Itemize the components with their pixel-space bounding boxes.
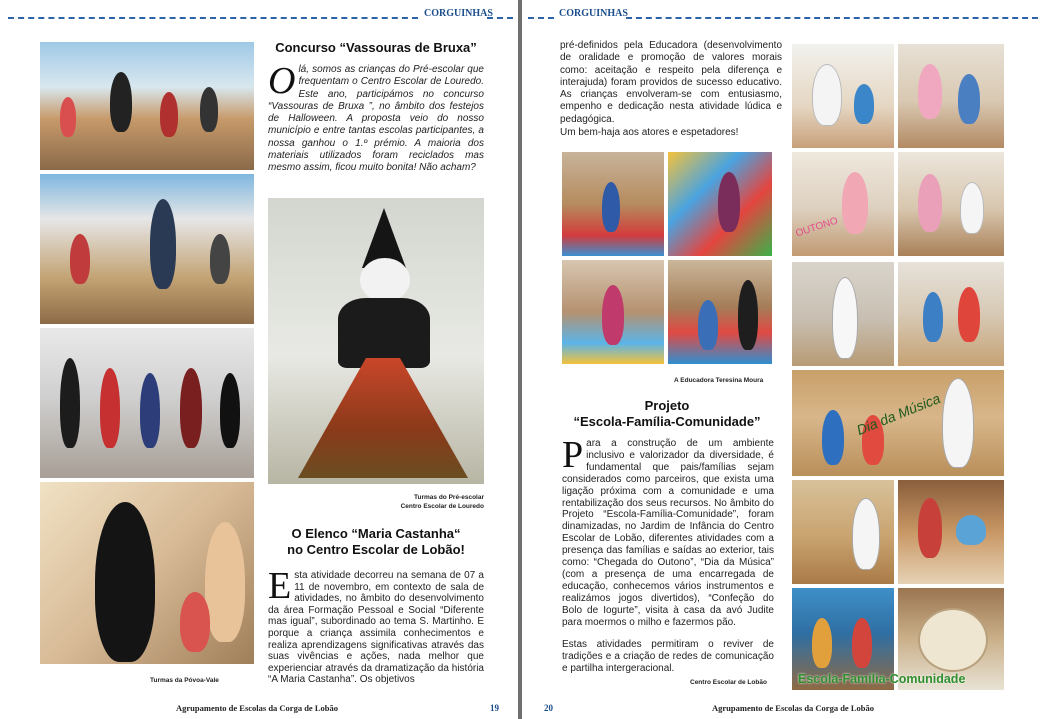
photo-play-area-4	[668, 260, 772, 364]
article-body-projeto-2: Estas atividades permitiram o reviver de tradições e a criação de redes de comunicação e partilha intergeracional.	[562, 639, 774, 674]
left-page	[0, 0, 518, 719]
witch-body-shape	[338, 298, 430, 368]
photo-witch-storytelling	[40, 482, 254, 664]
photo-children-costumes	[40, 328, 254, 478]
photo-play-area-3	[562, 260, 664, 364]
article-title-vassouras: Concurso “Vassouras de Bruxa”	[275, 40, 477, 55]
caption-vassouras: Turmas do Pré-escolar Centro Escolar de Louredo	[400, 494, 484, 510]
caption-centro-lobao: Centro Escolar de Lobão	[690, 679, 767, 686]
photo-play-area-1	[562, 152, 664, 256]
witch-face-shape	[360, 258, 410, 302]
header-divider-left	[8, 17, 418, 19]
photo-autumn-crafts-3	[898, 152, 1004, 256]
caption-povoa-vale: Turmas da Póvoa-Vale	[150, 677, 219, 684]
drop-cap-e: E	[268, 565, 292, 607]
photo-dia-da-musica	[792, 370, 1004, 476]
page-number-right: 20	[544, 703, 553, 713]
photo-cooking-1	[792, 480, 894, 584]
photo-autumn-crafts-1	[792, 44, 894, 148]
header-divider-right	[626, 17, 1038, 19]
photo-music-2	[898, 262, 1004, 366]
broom-bristles-shape	[298, 358, 468, 478]
label-outono: OUTONO	[794, 215, 840, 240]
photo-classroom-halloween	[40, 42, 254, 170]
photo-music-1	[792, 262, 894, 366]
thanks-text: Um bem-haja aos atores e espetadores!	[560, 127, 739, 138]
header-title-left: CORGUINHAS	[424, 8, 493, 19]
header-divider-left-tail	[487, 17, 513, 19]
photo-classroom-teacher	[40, 174, 254, 324]
caption-educator: A Educadora Teresina Moura	[674, 377, 764, 384]
article-title-maria-castanha: O Elenco “Maria Castanha“ no Centro Escolar de Lobão!	[287, 526, 465, 557]
photo-cooking-2	[898, 480, 1004, 584]
header-title-right: CORGUINHAS	[559, 8, 628, 19]
photo-outono	[792, 152, 894, 256]
milling-bowl-shape	[918, 608, 988, 672]
continuation-text: pré-definidos pela Educadora (desenvolvimento de oralidade e promoção de valores morais como: aceitação e respeito pela diferença e interajuda) foram providos de sucesso educativo. As crianças envolveram-se com entusiasmo, empenho e dedicação nesta atividade lúdica e pedagógica.	[560, 40, 782, 125]
right-page	[522, 0, 1045, 719]
article-title-projeto: Projeto “Escola-Família-Comunidade”	[573, 398, 761, 429]
photo-autumn-crafts-2	[898, 44, 1004, 148]
page-number-left: 19	[490, 703, 499, 713]
photo-play-area-2	[668, 152, 772, 256]
article-body-projeto: Para a construção de um ambiente inclusivo e valorizador da diversidade, é fundamental que pais/famílias sejam considerados como parceiros, que exista uma ligação próxima com a comunidade e uma rentabilização dos seus recursos. No âmbito do Projeto “Escola-Família-Comunidade”, foram dinamizadas, no Jardim de Infância do Centro Escolar de Lobão, diferentes atividades com a presença das famílias e saídas ao exterior, tais como: “Chegada do Outono”, “Dia da Música” (com a presença de uma encarregada de educação, conhecemos vários instrumentos e realizámos jogos divertidos), “Confeção do Bolo de Iogurte”, visita à casa da avó Judite para moermos o milho e fazermos pão.	[562, 434, 774, 628]
photo-witch-broom	[268, 198, 484, 484]
article-body-maria-castanha: Esta atividade decorreu na semana de 07 a 11 de novembro, em contexto de sala de atividades, no âmbito do desenvolvimento da área Formação Pessoal e Social “Diferente mas igual”, subordinado ao tema S. Martinho. E porque a criança assimila conhecimentos e realiza aprendizagens significativas através das suas vivências e ações, nada melhor que experienciar através da dramatização da história “A Maria Castanha”. Os objetivos	[268, 565, 484, 686]
drop-cap-p: P	[562, 434, 584, 476]
footer-school-left: Agrupamento de Escolas da Corga de Lobão	[176, 703, 338, 713]
label-efc: Escola-Família-Comunidade	[798, 672, 966, 686]
header-divider-right-head	[528, 17, 554, 19]
label-dia-da-musica: Dia da Música	[854, 389, 943, 439]
article-body-vassouras: Olá, somos as crianças do Pré-escolar que frequentam o Centro Escolar de Louredo. Este ano, participámos no concurso “Vassouras de Bruxa ”, no âmbito dos festejos de Halloween. A proposta veio do nosso município e entre tantas escolas participantes, a nossa ganhou o 1.º prémio. A maioria dos materiais utilizados foram reciclados mas mesmo assim, ficou muito bonita! Não acham?	[268, 60, 484, 174]
footer-school-right: Agrupamento de Escolas da Corga de Lobão	[712, 703, 874, 713]
drop-cap-o: O	[268, 60, 296, 102]
